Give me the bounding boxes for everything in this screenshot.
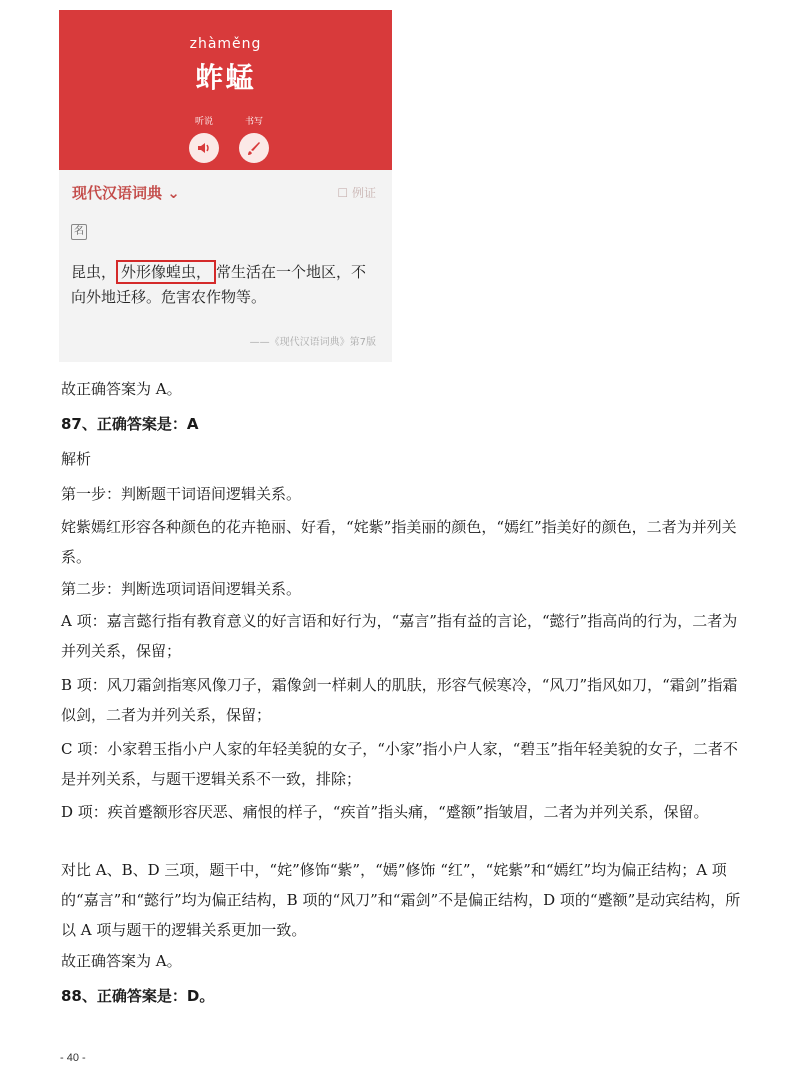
pinyin: zhàměng <box>189 36 262 52</box>
definition-highlight: 外形像蝗虫， <box>116 260 216 284</box>
definition-pre: 昆虫， <box>71 263 117 281</box>
step-1: 第一步：判断题干词语间逻辑关系。 <box>61 485 302 503</box>
dictionary-source-label: 现代汉语词典 <box>72 184 163 202</box>
write-button[interactable] <box>234 114 274 163</box>
option-c: C 项：小家碧玉指小户人家的年轻美貌的女子，“小家”指小户人家，“碧玉”指年轻美貌的女子，二者不是并列关系，与题干逻辑关系不一致，排除； <box>61 740 738 788</box>
option-b: B 项：风刀霜剑指寒风像刀子，霜像剑一样刺人的肌肤，形容气候寒冷，“风刀”指风如刀，“霜剑”指霜似剑，二者为并列关系，保留； <box>61 676 738 724</box>
dictionary-header <box>59 10 392 170</box>
question-88-heading: 88、正确答案是：D。 <box>61 987 215 1005</box>
listen-label: 听说 <box>194 117 213 127</box>
definition <box>71 260 381 310</box>
question-87-heading: 87、正确答案是：A <box>61 415 199 433</box>
headword: 蚱蜢 <box>195 61 256 94</box>
stem-description: 姹紫嫣红形容各种颜色的花卉艳丽、好看，“姹紫”指美丽的颜色，“嫣红”指美好的颜色，二者为并列关系。 <box>61 518 737 566</box>
comparison-paragraph: 对比 A、B、D 三项，题干中，“姹”修饰“紫”，“嫣”修饰 “红”，“姹紫”和“嫣红”均为偏正结构；A 项的“嘉言”和“懿行”均为偏正结构，B 项的“风刀”和“霜剑”不是偏正结构，D 项的“蹙额”是动宾结构，所以 A 项与题干的逻辑关系更加一致。 <box>61 861 741 939</box>
option-a: A 项：嘉言懿行指有教育意义的好言语和好行为，“嘉言”指有益的言论，“懿行”指高尚的行为，二者为并列关系，保留； <box>61 612 738 660</box>
analysis-label: 解析 <box>61 450 92 468</box>
listen-button[interactable] <box>184 114 224 163</box>
dictionary-citation: ——《现代汉语词典》第7版 <box>249 337 376 348</box>
part-of-speech-tag: 名 <box>71 224 87 240</box>
option-d: D 项：疾首蹙额形容厌恶、痛恨的样子，“疾首”指头痛，“蹙额”指皱眉，二者为并列关系，保留。 <box>61 803 709 821</box>
example-button[interactable]: ☐ 例证 <box>337 186 376 200</box>
page-number: - 40 - <box>60 1052 86 1064</box>
brush-icon <box>239 133 269 163</box>
speaker-icon <box>189 133 219 163</box>
definition-post: 常生活在一个地区，不向外地迁移。危害农作物等。 <box>71 263 367 306</box>
write-label: 书写 <box>244 117 263 127</box>
conclusion: 故正确答案为 A。 <box>61 952 182 970</box>
chevron-down-icon: ⌄ <box>167 184 180 202</box>
dictionary-source-selector[interactable] <box>72 182 180 203</box>
paragraph-answer-prev: 故正确答案为 A。 <box>61 380 182 398</box>
dictionary-screenshot <box>59 10 392 362</box>
step-2: 第二步：判断选项词语间逻辑关系。 <box>61 580 302 598</box>
